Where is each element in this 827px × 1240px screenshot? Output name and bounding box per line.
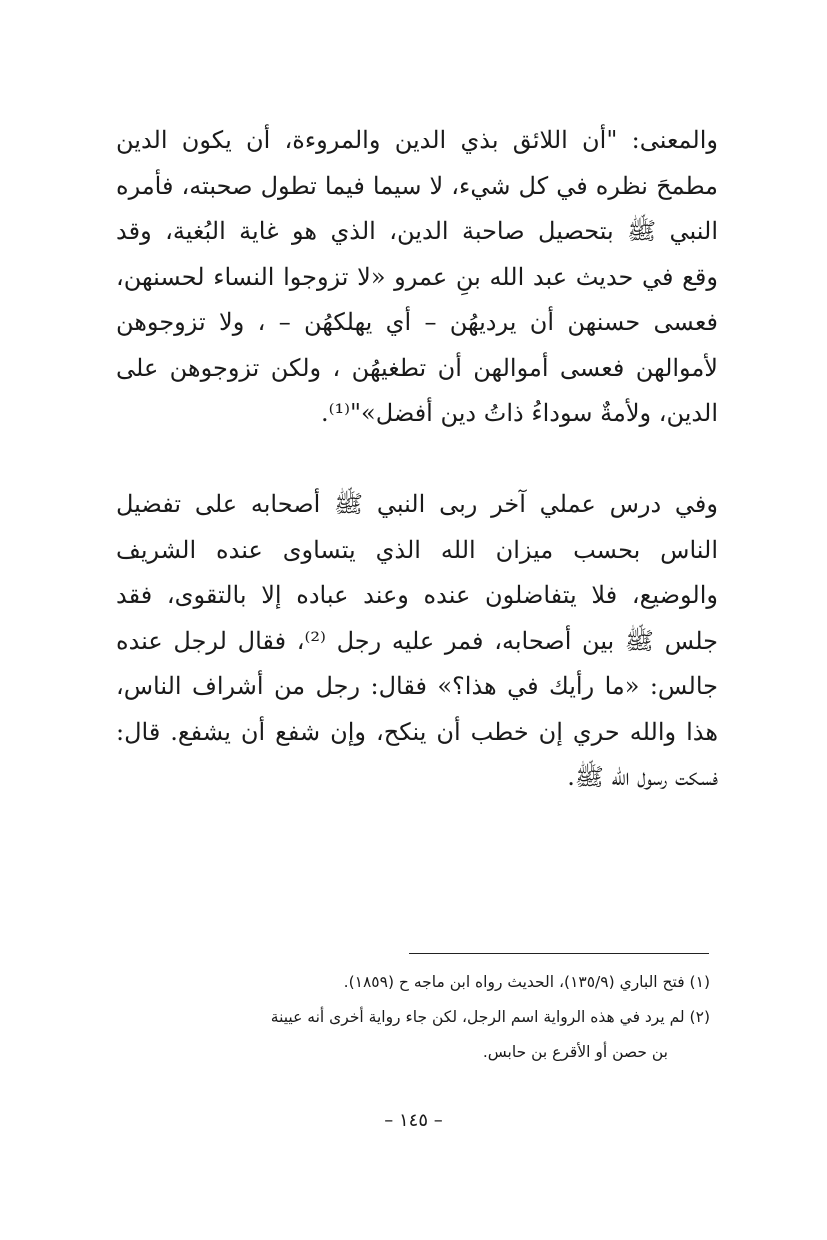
paragraph-2-line-3: والوضيع، فلا يتفاضلون عنده وعند عباده إلا بالتقوى، فقد [116, 581, 718, 609]
footnote-2: (٢) لم يرد في هذه الرواية اسم الرجل، لكن جاء رواية أخرى أنه عيينة [270, 1008, 710, 1026]
paragraph-1-line-5: فعسى حسنهن أن يرديهُن – أي يهلكهُن – ، ولا تزوجوهن [116, 308, 718, 336]
body-paragraph-1 [116, 118, 718, 437]
paragraph-2-line-4: جلس ﷺ بين أصحابه، فمر عليه رجل ⁽²⁾، فقال لرجل عنده [116, 626, 718, 655]
paragraph-1-line-1: والمعنى: "أن اللائق بذي الدين والمروءة، أن يكون الدين [116, 126, 718, 154]
footnotes [116, 965, 710, 1070]
paragraph-2-line-5: جالس: «ما رأيك في هذا؟» فقال: رجل من أشراف الناس، [116, 672, 718, 700]
paragraph-2-line-7: فسكت رسول الله ﷺ. [567, 763, 718, 791]
paragraph-1-line-7: الدين، ولأمةٌ سوداءُ ذاتُ دين أفضل»"⁽¹⁾. [320, 399, 718, 427]
footnote-2-continuation: بن حصن أو الأقرع بن حابس. [482, 1043, 668, 1061]
paragraph-1-line-2: مطمحَ نظره في كل شيء، لا سيما فيما تطول صحبته، فأمره [116, 171, 718, 200]
paragraph-1-line-4: وقع في حديث عبد الله بنِ عمرو «لا تزوجوا النساء لحسنهن، [116, 262, 718, 291]
page-number: – ١٤٥ – [384, 1110, 443, 1131]
paragraph-2-line-6: هذا والله حري إن خطب أن ينكح، وإن شفع أن يشفع. قال: [116, 717, 718, 746]
body-paragraph-2 [116, 482, 718, 801]
paragraph-2-line-2: الناس بحسب ميزان الله الذي يتساوى عنده الشريف [116, 535, 718, 564]
paragraph-1-line-6: لأموالهن فعسى أموالهن أن تطغيهُن ، ولكن تزوجوهن على [116, 353, 718, 382]
footnote-1: (١) فتح الباري (١٣٥/٩)، الحديث رواه ابن ماجه ح (١٨٥٩). [343, 973, 710, 991]
footnote-separator [409, 953, 709, 954]
paragraph-2-line-1: وفي درس عملي آخر ربى النبي ﷺ أصحابه على تفضيل [116, 490, 718, 518]
paragraph-1-line-3: النبي ﷺ بتحصيل صاحبة الدين، الذي هو غاية البُغية، وقد [116, 217, 718, 245]
